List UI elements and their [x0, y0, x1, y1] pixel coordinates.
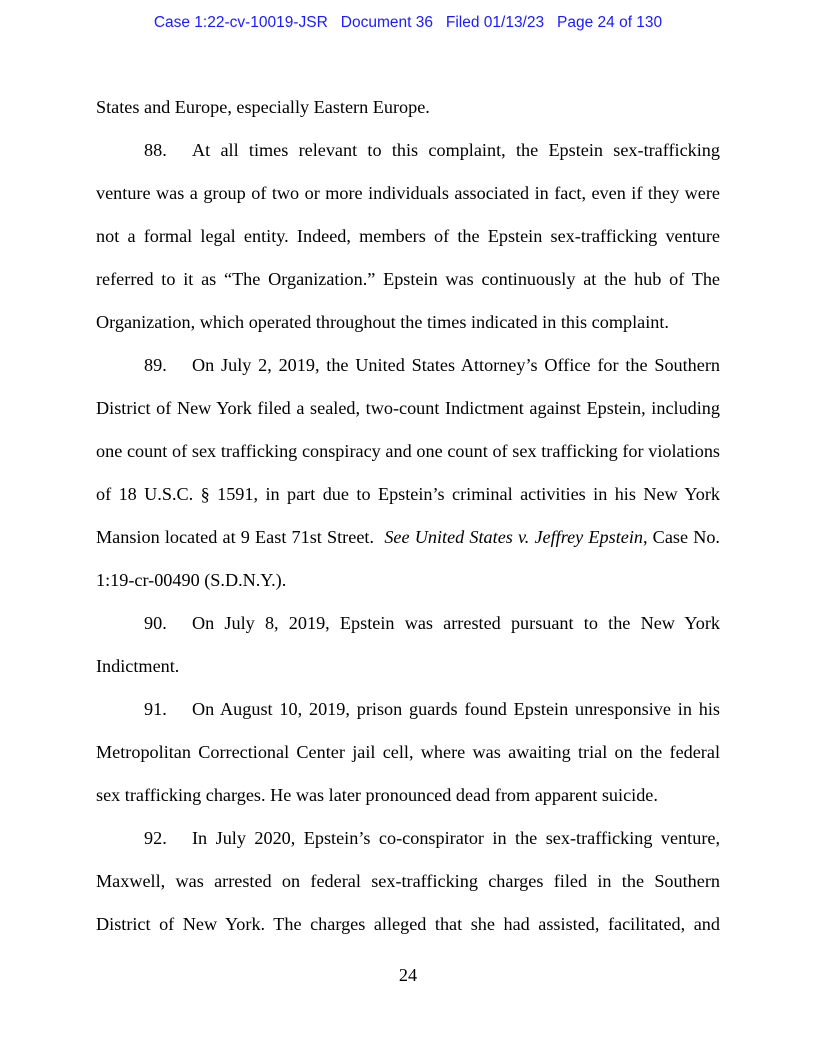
text-line: Metropolitan Correctional Center jail cell, where was awaiting trial on the federal: [96, 742, 720, 762]
paragraph-91: [96, 688, 720, 817]
text-line: of 18 U.S.C. § 1591, in part due to Epstein’s criminal activities in his New York: [96, 484, 720, 504]
paragraph-number: 91.: [144, 699, 167, 719]
text: Mansion located at 9 East 71st Street.: [96, 527, 385, 547]
case-header: Case 1:22-cv-10019-JSR Document 36 Filed 01/13/23 Page 24 of 130: [153, 14, 663, 31]
text-line: 1:19-cr-00490 (S.D.N.Y.).: [96, 570, 287, 590]
text-line: In July 2020, Epstein’s co-conspirator in the sex-trafficking venture,: [192, 828, 720, 848]
text-line: Indictment.: [96, 656, 180, 676]
document-body: [96, 86, 720, 946]
text-line: not a formal legal entity. Indeed, members of the Epstein sex-trafficking venture: [96, 226, 720, 246]
case-citation: See United States v. Jeffrey Epstein: [384, 527, 643, 547]
paragraph-number: 92.: [144, 828, 167, 848]
text-line: At all times relevant to this complaint, the Epstein sex-trafficking: [192, 140, 720, 160]
page-number: 24: [398, 965, 418, 985]
text-line: On July 8, 2019, Epstein was arrested pursuant to the New York: [192, 613, 720, 633]
text-line: Organization, which operated throughout the times indicated in this complaint.: [96, 312, 669, 332]
text-line: District of New York. The charges alleged that she had assisted, facilitated, and: [96, 914, 720, 934]
text-line: one count of sex trafficking conspiracy and one count of sex trafficking for violations: [96, 441, 720, 461]
text-line: venture was a group of two or more individuals associated in fact, even if they were: [96, 183, 720, 203]
citation-line: [96, 516, 720, 559]
text-line: On August 10, 2019, prison guards found Epstein unresponsive in his: [192, 699, 720, 719]
paragraph-number: 88.: [144, 140, 167, 160]
text-line: sex trafficking charges. He was later pronounced dead from apparent suicide.: [96, 785, 658, 805]
paragraph-number: 90.: [144, 613, 167, 633]
paragraph-90: [96, 602, 720, 688]
text-line: referred to it as “The Organization.” Epstein was continuously at the hub of The: [96, 269, 720, 289]
paragraph-92: [96, 817, 720, 946]
text-line: On July 2, 2019, the United States Attorney’s Office for the Southern: [192, 355, 720, 375]
text: , Case No.: [642, 527, 720, 547]
paragraph-88: [96, 129, 720, 344]
paragraph-number: 89.: [144, 355, 167, 375]
paragraph-89: [96, 344, 720, 602]
text-line: District of New York filed a sealed, two-count Indictment against Epstein, including: [96, 398, 720, 418]
text-line: Maxwell, was arrested on federal sex-trafficking charges filed in the Southern: [96, 871, 720, 891]
text-line: States and Europe, especially Eastern Europe.: [96, 97, 430, 117]
